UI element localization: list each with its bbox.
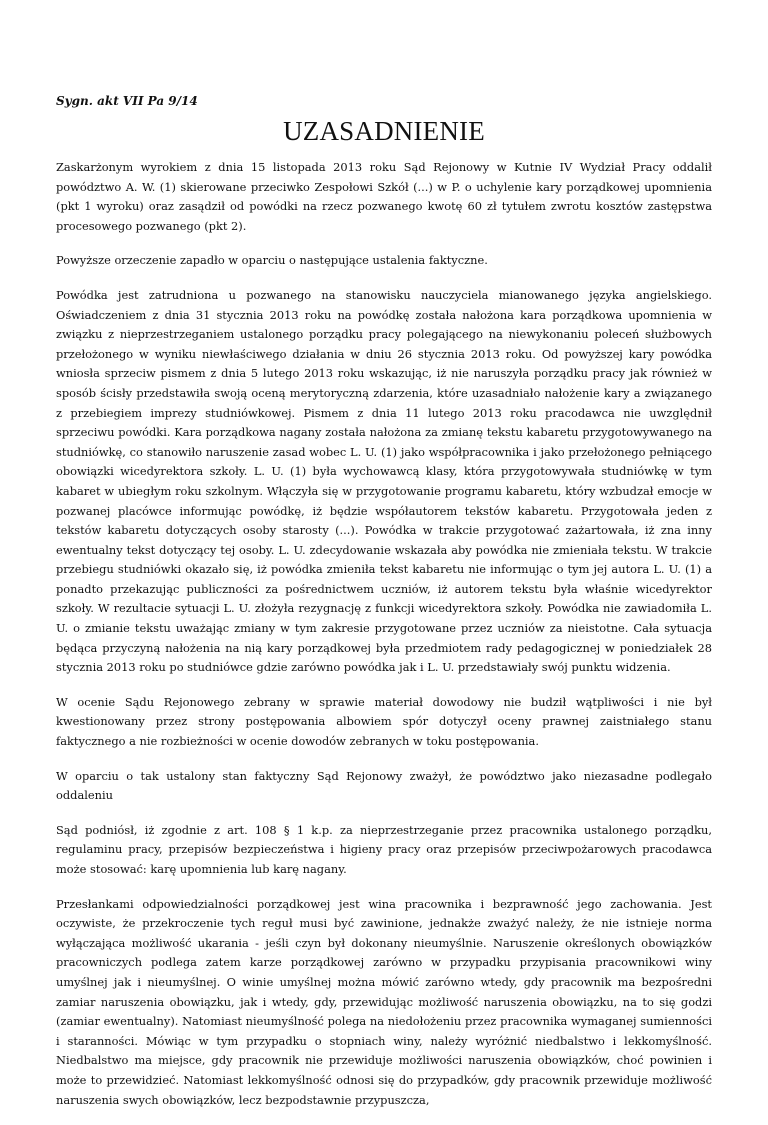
paragraph-facts: Powódka jest zatrudniona u pozwanego na stanowisku nauczyciela mianowanego języka angielskiego. Oświadczeniem z dnia 31 stycznia 2013 roku na powódkę została nałożona kara porządkowa upomnienia w związku z nieprzestrzeganiem ustalonego porządku pracy polegającego na niewykonaniu poleceń służbowych przełożonego w wyniku niewłaściwego działania w dniu 26 stycznia 2013 roku. Od powyższej kary powódka wniosła sprzeciw pismem z dnia 5 lutego 2013 roku wskazując, iż nie naruszyła porządku pracy jak również w sposób ścisły przedstawiła swoją oceną merytoryczną zdarzenia, które uzasadniało nałożenie kary a związanego z przebiegiem imprezy studniówkowej. Pismem z dnia 11 lutego 2013 roku pracodawca nie uwzględnił sprzeciwu powódki. Kara porządkowa nagany została nałożona za zmianę tekstu kabaretu przygotowywanego na studniówkę, co stanowiło naruszenie zasad wobec L. U. (1) jako współpracownika i jako przełożonego pełniącego obowiązki wicedyrektora szkoły. L. U. (1) była wychowawcą klasy, która przygotowywała studniówkę w tym kabaret w ubiegłym roku szkolnym. Włączyła się w przygotowanie programu kabaretu, który wzbudzał emocje w pozwanej placówce informując powódkę, iż będzie współautorem tekstów kabaretu. Przygotowała jeden z tekstów kabaretu dotyczących osoby starosty (...). Powódka w trakcie przygotować zażartowała, iż zna inny ewentualny tekst dotyczący tej osoby. L. U. zdecydowanie wskazała aby powódka nie zmieniała tekstu. W trakcie przebiegu studniówki okazało się, iż powódka zmieniła tekst kabaretu nie informując o tym jej autora L. U. (1) a ponadto przekazując publiczności za pośrednictwem uczniów, iż autorem tekstu była właśnie wicedyrektor szkoły. W rezultacie sytuacji L. U. złożyła rezygnację z funkcji wicedyrektora szkoły. Powódka nie zawiadomiła L. U. o zmianie tekstu uważając zmiany w tym zakresie przygotowane przez uczniów za nieistotne. Cała sytuacja będąca przyczyną nałożenia na nią kary porządkowej była przedmiotem rady pedagogicznej w poniedziałek 28 stycznia 2013 roku po studniówce gdzie zarówno powódka jak i L. U. przedstawiały swój punktu widzenia. (56, 287, 712, 675)
paragraph-evidence-assessment: W ocenie Sądu Rejonowego zebrany w sprawie materiał dowodowy nie budził wątpliwości i nie był kwestionowany przez strony postępowania albowiem spór dotyczył oceny prawnej zaistniałego stanu faktycznego a nie rozbieżności w ocenie dowodów zebranych w toku postępowania. (56, 694, 712, 749)
paragraph-legal-basis: Sąd podniósł, iż zgodnie z art. 108 § 1 k.p. za nieprzestrzeganie przez pracownika ustalonego porządku, regulaminu pracy, przepisów bezpieczeństwa i higieny pracy oraz przepisów przeciwpożarowych pracodawca może stosować: karę upomnienia lub karę nagany. (56, 822, 712, 876)
paragraph-judgment-summary: Zaskarżonym wyrokiem z dnia 15 listopada 2013 roku Sąd Rejonowy w Kutnie IV Wydział Pracy oddalił powództwo A. W. (1) skierowane przeciwko Zespołowi Szkół (...) w P. o uchylenie kary porządkowej upomnienia (pkt 1 wyroku) oraz zasądził od powódki na rzecz pozwanego kwotę 60 zł tytułem zwrotu kosztów zastępstwa procesowego pozwanego (pkt 2). (56, 160, 712, 233)
case-signature: Sygn. akt VII Pa 9/14 (56, 94, 198, 108)
paragraph-liability-premises: Przesłankami odpowiedzialności porządkowej jest wina pracownika i bezprawność jego zachowania. Jest oczywiste, że przekroczenie tych reguł musi być zawinione, jednakże zważyć należy, że nie istnieje norma wyłączająca możliwość ukarania - jeśli czyn był dokonany nieumyślnie. Naruszenie określonych obowiązków pracowniczych podlega zatem karze porządkowej zarówno w przypadku przypisania pracownikowi winy umyślnej jak i nieumyślnej. O winie umyślnej można mówić zarówno wtedy, gdy pracownik ma bezpośredni zamiar naruszenia obowiązku, jak i wtedy, gdy, przewidując możliwość naruszenia obowiązku, na to się godzi (zamiar ewentualny). Natomiast nieumyślność polega na niedołożeniu przez pracownika wymaganej sumienności i staranności. Mówiąc w tym przypadku o stopniach winy, należy wyróżnić niedbalstwo i lekkomyślność. Niedbalstwo ma miejsce, gdy pracownik nie przewiduje możliwości naruszenia obowiązków, choć powinien i może to przewidzieć. Natomiast lekkomyślność odnosi się do przypadków, gdy pracownik przewiduje możliwość naruszenia swych obowiązków, lecz bezpodstawnie przypuszcza, (56, 896, 712, 1107)
document-title: UZASADNIENIE (283, 116, 485, 146)
document-page (56, 94, 712, 1125)
paragraph-findings-intro: Powyższe orzeczenie zapadło w oparciu o następujące ustalenia faktyczne. (56, 253, 488, 268)
paragraph-court-conclusion: W oparciu o tak ustalony stan faktyczny Sąd Rejonowy zważył, że powództwo jako niezasadne podlegało oddaleniu (56, 768, 712, 803)
